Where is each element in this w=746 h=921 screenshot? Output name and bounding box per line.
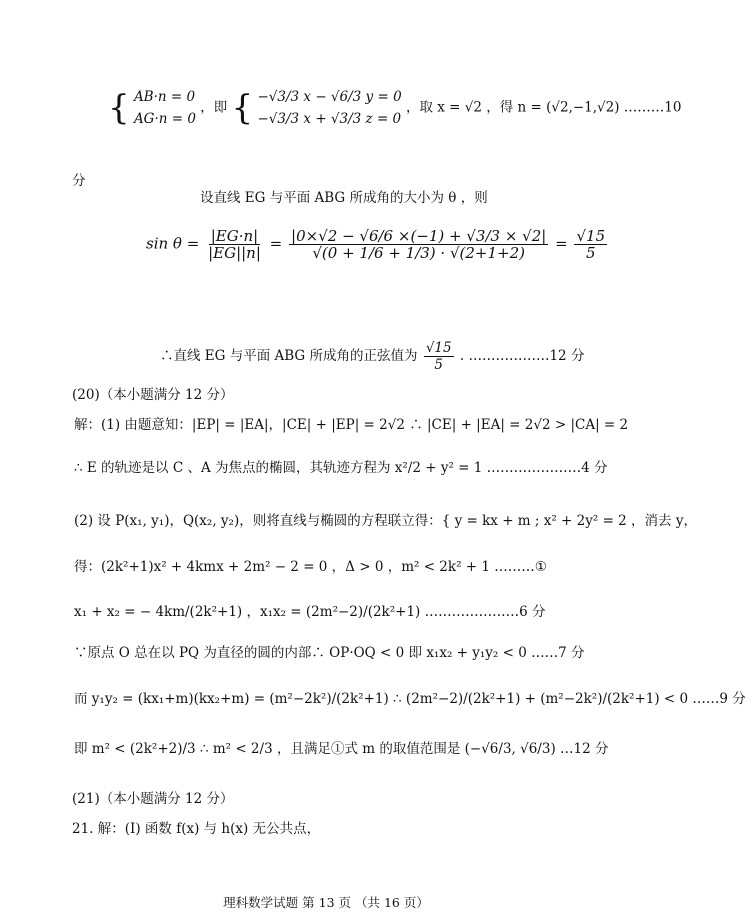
sys-eq-ag: AG·n = 0	[133, 111, 196, 127]
equals-sign: =	[269, 234, 283, 253]
left-brace: {	[108, 88, 130, 128]
fraction-3-den: 5	[586, 244, 596, 262]
line-11: x₁ + x₂ = − 4km/(2k²+1) ，x₁x₂ = (2m²−2)/(2k²+1) …………………6 分	[74, 604, 546, 620]
system-vectors	[134, 86, 196, 130]
line-5	[160, 340, 584, 373]
line-14: 即 m² < (2k²+2)/3 ∴ m² < 2/3 ，且满足①式 m 的取值范围是 (−√6/3, √6/3) …12 分	[74, 741, 609, 757]
line-16: 21. 解：(Ⅰ) 函数 f(x) 与 h(x) 无公共点，	[72, 821, 321, 837]
sys-eq-1: −√3/3 x − √6/3 y = 0	[257, 89, 402, 105]
sys-eq-ab: AB·n = 0	[133, 89, 196, 105]
line-12: ∵原点 O 总在以 PQ 为直径的圆的内部∴ OP·OQ < 0 即 x₁x₂ + y₁y₂ < 0 ……7 分	[74, 645, 585, 661]
line-7: 解：(1) 由题意知：|EP| = |EA|，|CE| + |EP| = 2√2 ∴ |CE| + |EA| = 2√2 > |CA| = 2	[74, 417, 629, 433]
fraction-3	[574, 228, 607, 261]
line-6-section-20: (20)（本小题满分 12 分）	[72, 387, 234, 403]
text-take-x: ，取 x = √2 ，得 n = (√2,−1,√2) ………10	[405, 99, 682, 116]
conclusion-num: √15	[425, 340, 452, 356]
conclusion-den: 5	[434, 357, 443, 373]
system-equations	[257, 86, 401, 130]
conclusion-fraction	[424, 340, 454, 373]
line-1	[108, 86, 681, 156]
line-3: 设直线 EG 与平面 ABG 所成角的大小为 θ ，则	[200, 190, 488, 206]
conclusion-score: . ………………12 分	[459, 348, 585, 364]
sin-theta: sin θ =	[146, 234, 200, 253]
line-10: 得：(2k²+1)x² + 4kmx + 2m² − 2 = 0 ，Δ > 0 ，m² < 2k² + 1 ………①	[74, 559, 547, 575]
fraction-1-num: |EG·n|	[210, 227, 259, 245]
conclusion-text: ∴直线 EG 与平面 ABG 所成角的正弦值为	[160, 348, 418, 364]
sys-eq-2: −√3/3 x + √3/3 z = 0	[257, 111, 402, 127]
fraction-2-num: |0×√2 − √6/6 ×(−1) + √3/3 × √2|	[291, 227, 547, 245]
line-15-section-21: (21)（本小题满分 12 分）	[72, 791, 234, 807]
fraction-2	[289, 228, 548, 261]
line-4-sin-formula	[146, 228, 609, 261]
fraction-3-num: √15	[576, 227, 606, 245]
page-footer: 理科数学试题 第 13 页 （共 16 页）	[223, 895, 429, 910]
line-9: (2) 设 P(x₁, y₁)，Q(x₂, y₂)，则将直线与椭圆的方程联立得：{ y = kx + m ; x² + 2y² = 2 ，消去 y，	[74, 513, 697, 529]
line-13: 而 y₁y₂ = (kx₁+m)(kx₂+m) = (m²−2k²)/(2k²+1) ∴ (2m²−2)/(2k²+1) + (m²−2k²)/(2k²+1) < 0 ……9 分	[74, 691, 746, 707]
equals-sign-2: =	[555, 234, 568, 253]
fraction-2-den: √(0 + 1/6 + 1/3) · √(2+1+2)	[312, 244, 525, 262]
left-brace-2: {	[231, 88, 254, 128]
line-8: ∴ E 的轨迹是以 C 、A 为焦点的椭圆，其轨迹方程为 x²/2 + y² = 1 …………………4 分	[74, 460, 608, 476]
line-2: 分	[72, 173, 86, 189]
fraction-1-den: |EG||n|	[208, 244, 261, 262]
text-ji: ，即	[200, 99, 228, 116]
fraction-1	[206, 228, 263, 261]
